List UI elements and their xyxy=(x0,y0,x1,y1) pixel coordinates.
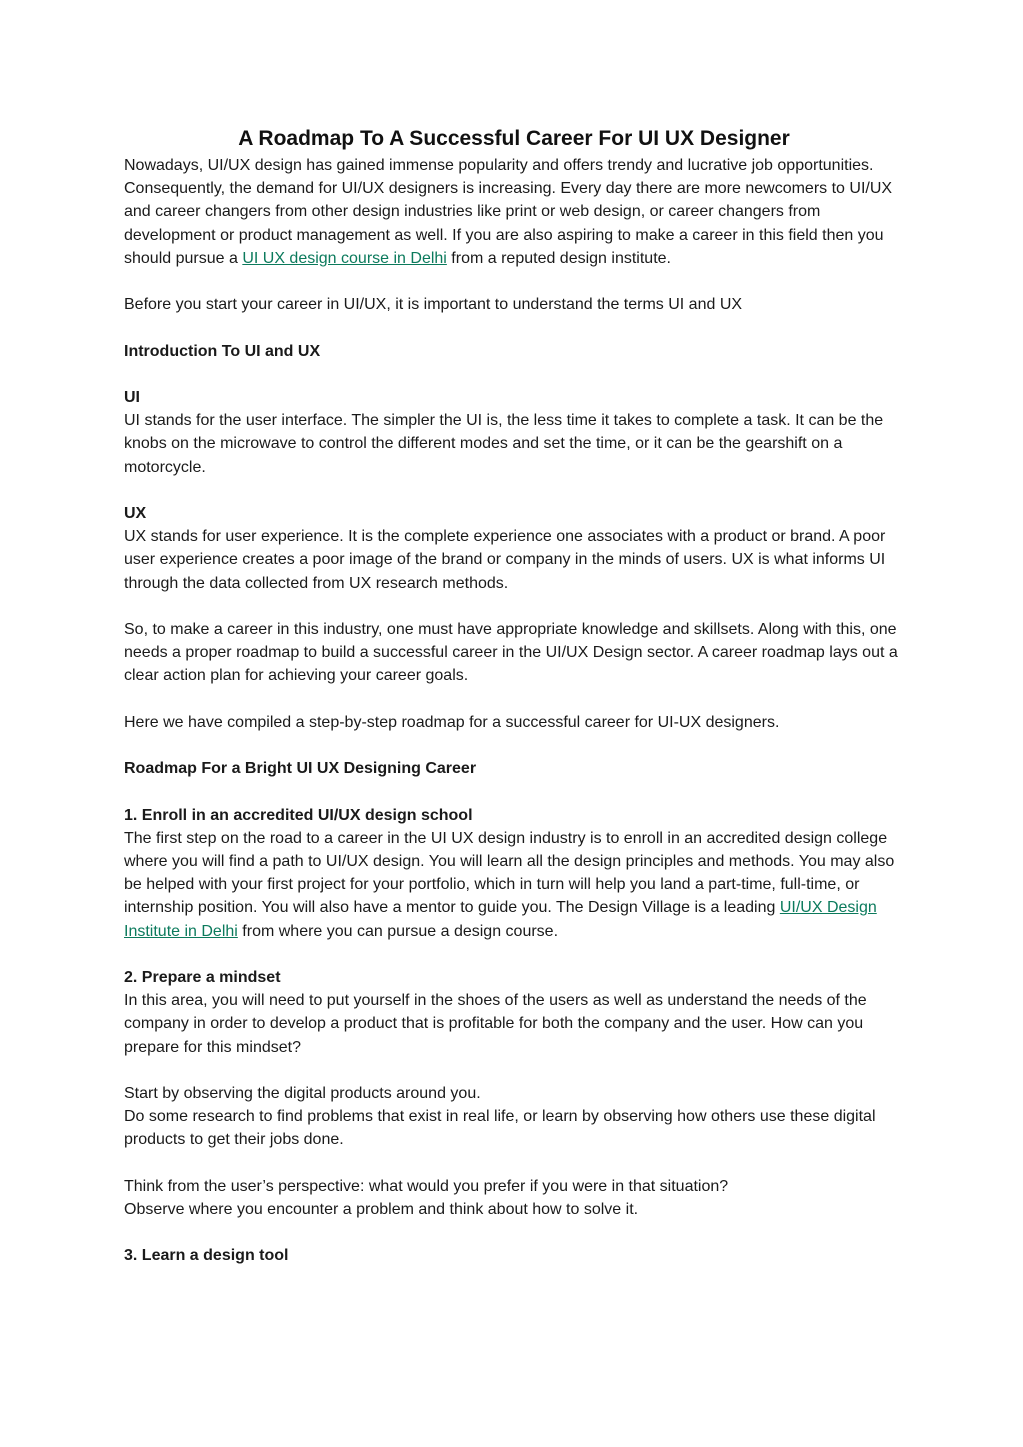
document-title: A Roadmap To A Successful Career For UI UX Designer xyxy=(238,127,790,150)
design-institute-link[interactable]: UI/UX Design Institute in Delhi xyxy=(124,899,877,940)
step1-heading: 1. Enroll in an accredited UI/UX design school xyxy=(124,806,473,824)
step2-line-research: Do some research to find problems that exist in real life, or learn by observing how others use these digital products to get their jobs done. xyxy=(124,1108,876,1149)
ui-ux-course-link[interactable]: UI UX design course in Delhi xyxy=(242,249,447,267)
roadmap-heading: Roadmap For a Bright UI UX Designing Career xyxy=(124,760,477,778)
step2-line-observe: Start by observing the digital products around you. xyxy=(124,1084,481,1102)
document-page xyxy=(124,124,904,1268)
ux-heading: UX xyxy=(124,504,147,522)
step3-heading: 3. Learn a design tool xyxy=(124,1247,289,1265)
step2-paragraph: In this area, you will need to put yourself in the shoes of the users as well as understand the needs of the company in order to develop a product that is profitable for both the company and the user. How can you prepare for this mindset? xyxy=(124,992,867,1056)
step1-text-end: from where you can pursue a design course. xyxy=(237,922,559,940)
intro-text-end: from a reputed design institute. xyxy=(446,249,671,267)
step1-text: The first step on the road to a career in the UI UX design industry is to enroll in an accredited design college where you will find a path to UI/UX design. You will learn all the design principles and methods. You may also be helped with your first project for your portfolio, which in turn will help you land a part-time, full-time, or internship position. You will also have a mentor to guide you. The Design Village is a leading xyxy=(124,829,895,917)
step2-heading: 2. Prepare a mindset xyxy=(124,968,281,986)
step2-line-problem: Observe where you encounter a problem and think about how to solve it. xyxy=(124,1200,639,1218)
intro-text: Nowadays, UI/UX design has gained immense popularity and offers trendy and lucrative job opportunities. Consequently, the demand for UI/UX designers is increasing. Every day there are more newcomers to UI/UX and career changers from other design industries like print or web design, or career changers from development or product management as well. If you are also aspiring to make a career in this field then you should pursue a xyxy=(124,157,893,267)
ux-paragraph: UX stands for user experience. It is the complete experience one associates with a product or brand. A poor user experience creates a poor image of the brand or company in the minds of users. UX is what informs UI through the data collected from UX research methods. xyxy=(124,528,886,592)
ui-paragraph: UI stands for the user interface. The simpler the UI is, the less time it takes to complete a task. It can be the knobs on the microwave to control the different modes and set the time, or it can be the gearshift on a motorcycle. xyxy=(124,412,884,476)
career-paragraph: So, to make a career in this industry, one must have appropriate knowledge and skillsets. Along with this, one needs a proper roadmap to build a successful career in the UI/UX Design sector. A career roadmap lays out a clear action plan for achieving your career goals. xyxy=(124,620,898,685)
before-start-paragraph: Before you start your career in UI/UX, it is important to understand the terms UI and UX xyxy=(124,296,743,314)
intro-heading: Introduction To UI and UX xyxy=(124,342,321,360)
step1-paragraph xyxy=(124,827,904,943)
ui-heading: UI xyxy=(124,388,140,406)
compiled-paragraph: Here we have compiled a step-by-step roadmap for a successful career for UI-UX designers. xyxy=(124,713,780,731)
step2-line-perspective: Think from the user’s perspective: what would you prefer if you were in that situation? xyxy=(124,1177,729,1195)
intro-paragraph xyxy=(124,154,904,270)
